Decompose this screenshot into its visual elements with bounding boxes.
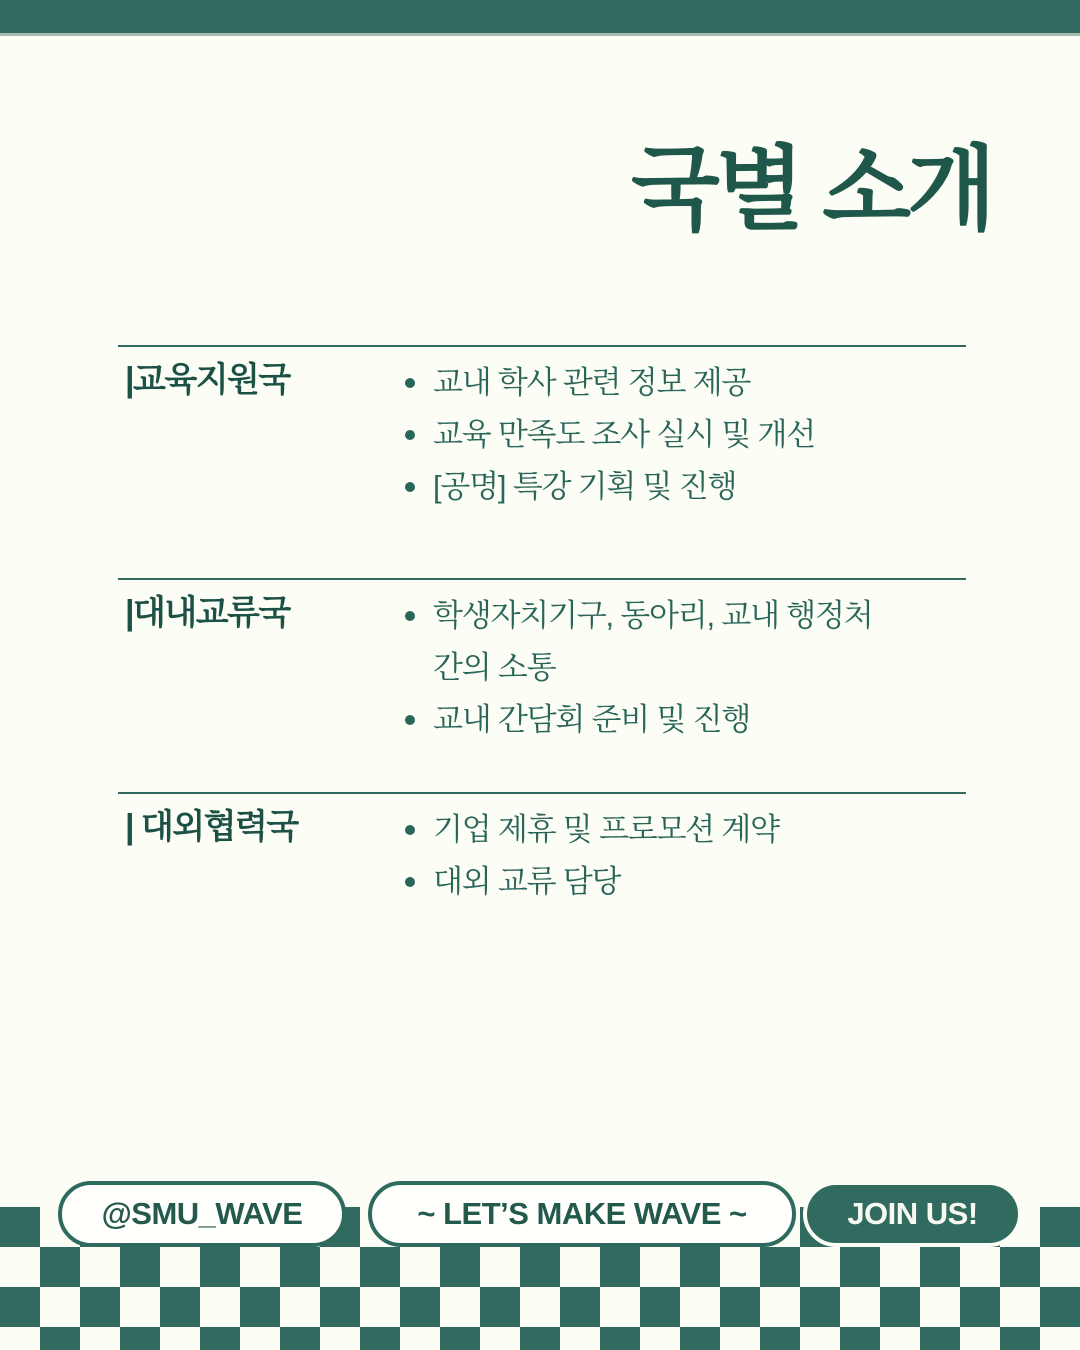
bullet-list [405,804,779,908]
section-education-support [118,345,966,513]
list-item: [공명] 특강 기획 및 진행 [405,461,815,513]
list-item: 학생자치기구, 동아리, 교내 행정처 간의 소통 [405,590,905,694]
join-us-button[interactable]: JOIN US! [803,1181,1022,1247]
list-item: 교내 간담회 준비 및 진행 [405,694,905,746]
top-bar [0,0,1080,36]
slogan-pill: ~ LET’S MAKE WAVE ~ [368,1181,796,1247]
section-heading: |대내교류국 [125,594,290,632]
page-title: 국별 소개 [630,139,992,241]
bullet-list [405,357,815,513]
list-item: 교내 학사 관련 정보 제공 [405,357,815,409]
section-heading: | 대외협력국 [125,808,298,846]
bullet-list [405,590,905,746]
section-internal-exchange [118,578,966,746]
section-external-cooperation [118,792,966,908]
list-item: 대외 교류 담당 [405,856,779,908]
section-heading: |교육지원국 [125,361,290,399]
list-item: 교육 만족도 조사 실시 및 개선 [405,409,815,461]
list-item: 기업 제휴 및 프로모션 계약 [405,804,779,856]
instagram-handle-button[interactable]: @SMU_WAVE [58,1181,346,1247]
